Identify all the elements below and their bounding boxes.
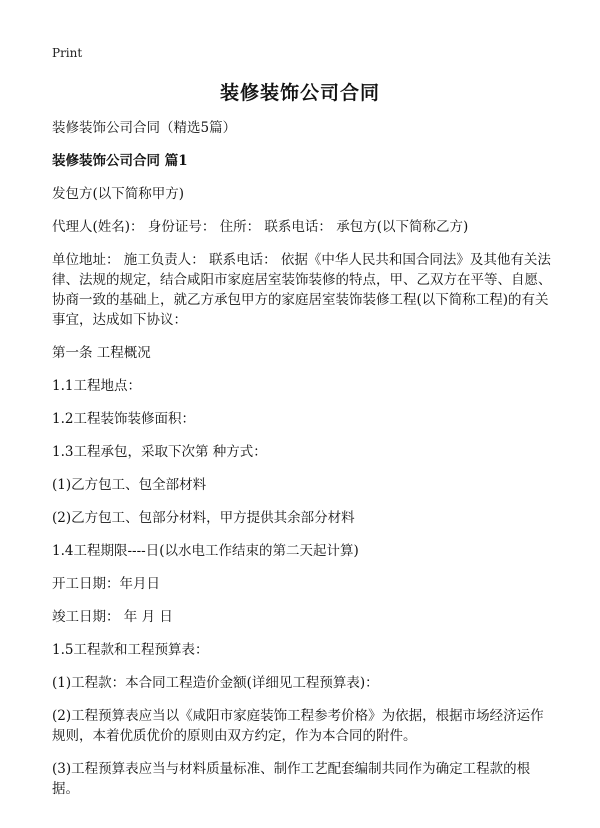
paragraph: (2)工程预算表应当以《咸阳市家庭装饰工程参考价格》为依据，根据市场经济运作规则，本着优质优价的原则由双方约定，作为本合同的附件。 — [52, 708, 544, 744]
paragraph: 代理人(姓名)： 身份证号： 住所： 联系电话： 承包方(以下简称乙方) — [52, 219, 469, 235]
paragraph: 发包方(以下简称甲方) — [52, 186, 185, 202]
paragraph: 1.5工程款和工程预算表： — [52, 642, 209, 658]
print-link[interactable]: Print — [52, 46, 83, 60]
document-title: 装修装饰公司合同 — [219, 82, 380, 104]
paragraph: (2)乙方包工、包部分材料，甲方提供其余部分材料 — [52, 510, 355, 526]
paragraph: (1)乙方包工、包全部材料 — [52, 477, 207, 493]
paragraph: 1.3工程承包，采取下次第 种方式： — [52, 444, 267, 460]
paragraph: 1.4工程期限----日(以水电工作结束的第二天起计算) — [52, 543, 359, 559]
document-body — [52, 118, 552, 812]
paragraph: 开工日期：年月日 — [52, 576, 160, 592]
paragraph: (1)工程款：本合同工程造价金额(详细见工程预算表)： — [52, 675, 379, 691]
paragraph: 1.2工程装饰装修面积： — [52, 411, 195, 427]
paragraph: 竣工日期： 年 月 日 — [52, 609, 173, 625]
paragraph: (3)工程预算表应当与材料质量标准、制作工艺配套编制共同作为确定工程款的根据。 — [52, 761, 531, 797]
clause-heading: 第一条 工程概况 — [52, 345, 151, 361]
paragraph: 1.1工程地点： — [52, 378, 141, 394]
paragraph: 单位地址： 施工负责人： 联系电话： 依据《中华人民共和国合同法》及其他有关法律、法规的规定，结合咸阳市家庭居室装饰装修的特点，甲、乙双方在平等、自愿、协商一致的基础上，就乙方承包甲方的家庭居室装饰装修工程(以下简称工程)的有关事宜，达成如下协议： — [52, 252, 552, 328]
section-heading: 装修装饰公司合同 篇1 — [52, 153, 188, 169]
subtitle-paragraph: 装修装饰公司合同（精选5篇） — [52, 120, 237, 136]
